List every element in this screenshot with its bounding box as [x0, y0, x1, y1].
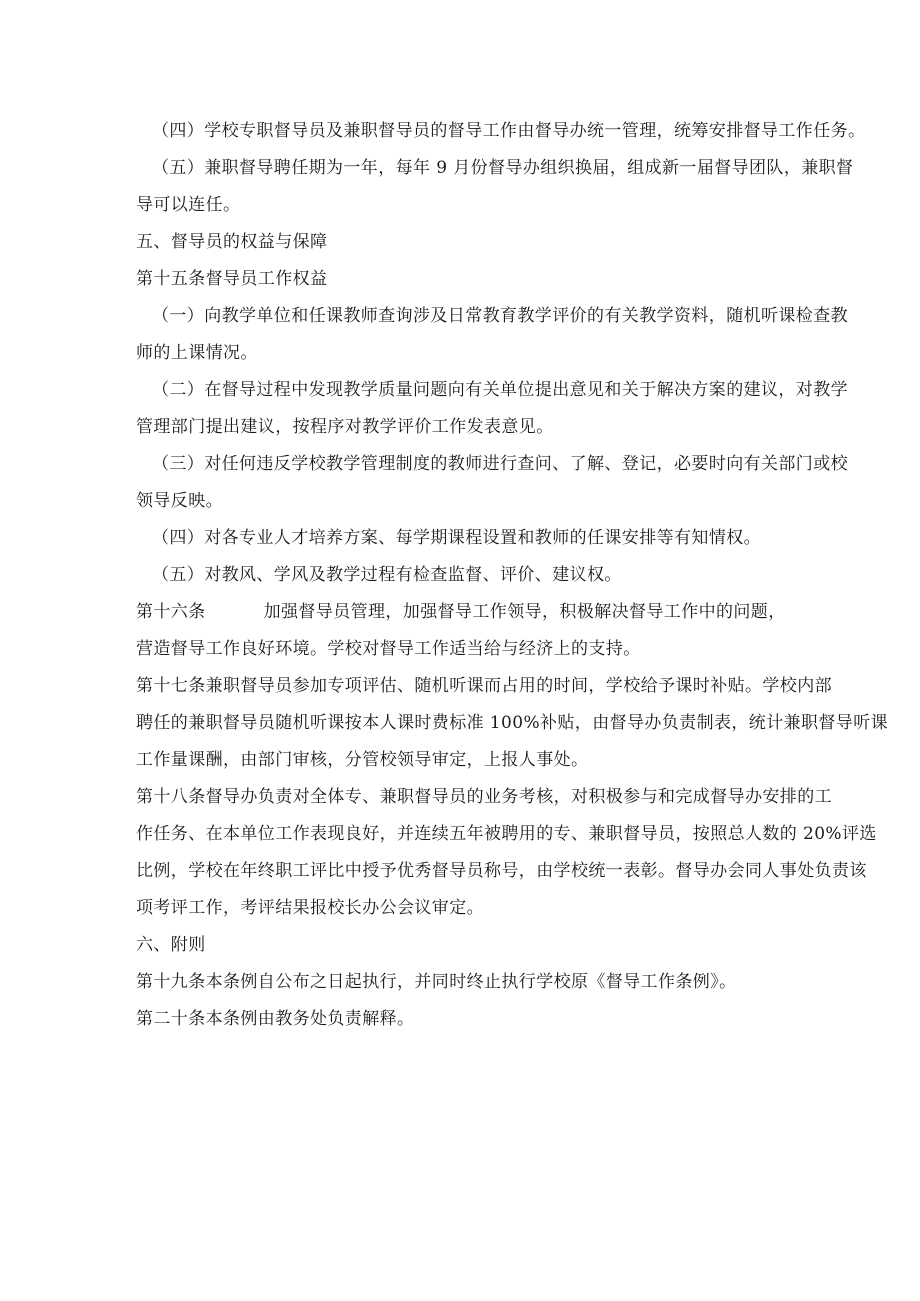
- article-15-item-4: （四）对各专业人才培养方案、每学期课程设置和教师的任课安排等有知情权。: [152, 528, 761, 548]
- article-16: [136, 594, 826, 631]
- article-17-cont-2: 工作量课酬，由部门审核，分管校领导审定，上报人事处。: [136, 750, 589, 770]
- article-15-item-2: （二）在督导过程中发现教学质量问题向有关单位提出意见和关于解决方案的建议，对教学: [152, 380, 848, 400]
- clause-4-2-5: （五）兼职督导聘任期为一年，每年 9 月份督导办组织换届，组成新一届督导团队，兼职督: [152, 158, 854, 178]
- article-16-cont: 营造督导工作良好环境。学校对督导工作适当给与经济上的支持。: [136, 639, 641, 659]
- article-15-item-3-cont: 领导反映。: [136, 491, 223, 511]
- article-15-title: 第十五条督导员工作权益: [136, 269, 328, 289]
- article-20: 第二十条本条例由教务处负责解释。: [136, 1009, 415, 1029]
- article-15-item-1: （一）向教学单位和任课教师查询涉及日常教育教学评价的有关教学资料，随机听课检查教: [152, 306, 848, 326]
- article-19: 第十九条本条例自公布之日起执行，并同时终止执行学校原《督导工作条例》。: [136, 972, 737, 992]
- article-15-item-1-cont: 师的上课情况。: [136, 343, 258, 363]
- article-16-number: 第十六条: [136, 602, 206, 622]
- article-18-cont-2: 比例，学校在年终职工评比中授予优秀督导员称号，由学校统一表彰。督导办会同人事处负责该: [136, 861, 867, 881]
- article-18-cont-1: 作任务、在本单位工作表现良好，并连续五年被聘用的专、兼职督导员，按照总人数的 20%评选: [136, 824, 877, 844]
- article-15-item-2-cont: 管理部门提出建议，按程序对教学评价工作发表意见。: [136, 417, 554, 437]
- article-18-cont-3: 项考评工作，考评结果报校长办公会议审定。: [136, 898, 484, 918]
- section-heading-5: 五、督导员的权益与保障: [136, 232, 328, 252]
- section-heading-6: 六、附则: [136, 935, 206, 955]
- article-17: 第十七条兼职督导员参加专项评估、随机听课而占用的时间，学校给予课时补贴。学校内部: [136, 676, 832, 696]
- article-18: 第十八条督导办负责对全体专、兼职督导员的业务考核，对积极参与和完成督导办安排的工: [136, 787, 832, 807]
- article-16-text: 加强督导员管理，加强督导工作领导，积极解决督导工作中的问题，: [263, 602, 786, 622]
- article-15-item-5: （五）对教风、学风及教学过程有检查监督、评价、建议权。: [152, 565, 622, 585]
- article-15-item-3: （三）对任何违反学校教学管理制度的教师进行查问、了解、登记，必要时向有关部门或校: [152, 454, 848, 474]
- clause-4-2-5-cont: 导可以连任。: [136, 195, 241, 215]
- clause-4-2-4: （四）学校专职督导员及兼职督导员的督导工作由督导办统一管理，统筹安排督导工作任务。: [152, 121, 866, 141]
- article-17-cont-1: 聘任的兼职督导员随机听课按本人课时费标准 100%补贴，由督导办负责制表，统计兼职督导听课: [136, 713, 889, 733]
